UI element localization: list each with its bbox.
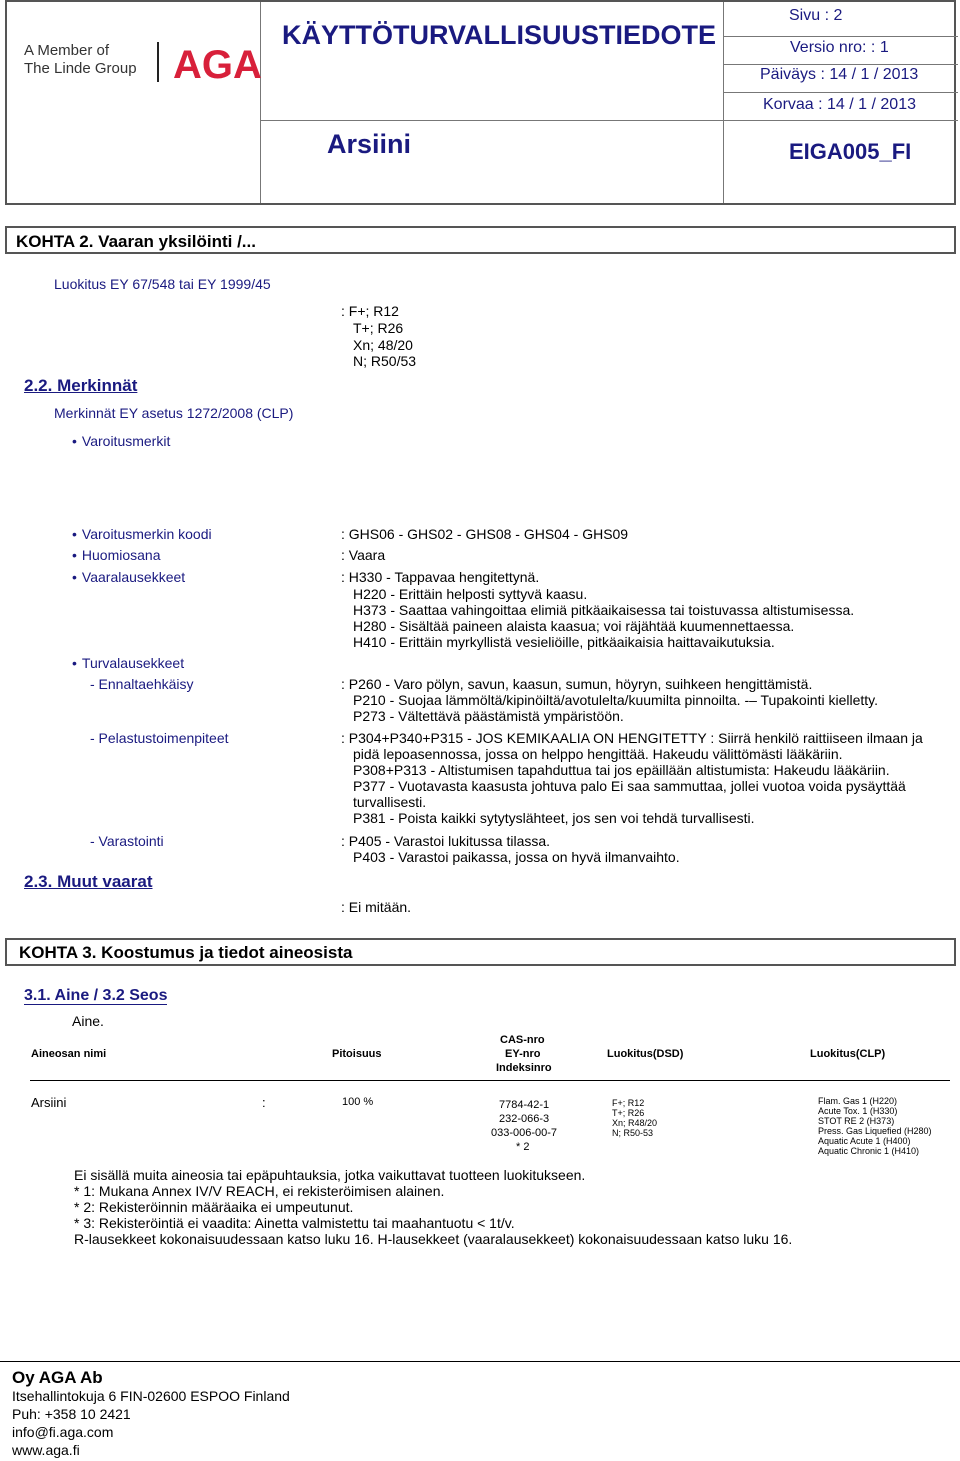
company-address: Itsehallintokuja 6 FIN-02600 ESPOO Finland [12,1388,290,1404]
header-divider [260,120,723,121]
logo-separator [157,42,159,82]
pictogram-code-value: : GHS06 - GHS02 - GHS08 - GHS04 - GHS09 [341,526,629,542]
component-clp: Acute Tox. 1 (H330) [818,1106,898,1116]
component-identifier: 033-006-00-7 [491,1127,558,1139]
col-header-clp: Luokitus(CLP) [810,1048,886,1060]
component-dsd: Xn; R48/20 [612,1118,658,1128]
section-3-bar [5,938,956,966]
composition-note: * 1: Mukana Annex IV/V REACH, ei rekisteröimisen alainen. [74,1183,445,1199]
prevention-statement-text: P260 - Varo pölyn, savun, kaasun, sumun, höyryn, suihkeen hengittämistä. [348,676,813,692]
signal-word-label: • Huomiosana [72,547,161,563]
header-divider [723,92,958,93]
svg-text:AGA: AGA [173,43,262,87]
company-email: info@fi.aga.com [12,1424,114,1440]
hazard-statement: H220 - Erittäin helposti syttyvä kaasu. [353,586,588,602]
component-identifier: 232-066-3 [499,1113,550,1125]
section-3-title: KOHTA 3. Koostumus ja tiedot aineosista [19,943,353,962]
composition-note: R-lausekkeet kokonaisuudessaan katso luku 16. H-lausekkeet (vaaralausekkeet) kokonaisuudessaan katso luku 16. [74,1231,793,1247]
linde-group-logo [24,42,137,78]
issue-date: Päiväys : 14 / 1 / 2013 [760,66,919,83]
classification-value: N; R50/53 [353,353,417,369]
linde-logo-line: The Linde Group [24,60,137,77]
document-header [5,0,956,205]
component-clp: STOT RE 2 (H373) [818,1116,895,1126]
response-statement: P381 - Poista kaikki sytytyslähteet, jos sen voi tehdä turvallisesti. [353,810,755,826]
header-divider [723,64,958,65]
header-divider [723,36,958,37]
pictograms-label: • Varoitusmerkit [72,433,170,449]
col-header-ec: EY-nro [505,1048,541,1060]
header-divider [723,2,724,203]
classification-value: : F+; R12 [341,303,399,319]
substance-heading-text: 3.1. Aine / 3.2 Seos [24,987,168,1004]
other-hazards-value: : Ei mitään. [341,899,412,915]
substance-type: Aine. [72,1013,104,1029]
response-statement: pidä lepoasennossa, jossa on helppo hengittää. Hakeudu välittömästi lääkäriin. [353,746,843,762]
hazard-statement: H280 - Sisältää paineen alaista kaasua; voi räjähtää kuumennettaessa. [353,618,795,634]
header-divider [260,2,261,203]
header-divider [723,120,958,121]
component-identifier: 7784-42-1 [499,1099,550,1111]
composition-note: Ei sisällä muita aineosia tai epäpuhtauksia, jotka vaikuttavat tuotteen luokitukseen. [74,1167,586,1183]
response-statement: P308+P313 - Altistumisen tapahduttua tai jos epäillään altistumista: Hakeudu lääkäriin. [353,762,890,778]
hazard-statement: H410 - Erittäin myrkyllistä vesieliöille, pitkäaikaisia haittavaikutuksia. [353,634,775,650]
component-clp: Aquatic Chronic 1 (H410) [818,1146,920,1156]
response-statement: turvallisesti. [353,794,427,810]
section-2-title: KOHTA 2. Vaaran yksilöinti /... [16,232,256,251]
classification-value: Xn; 48/20 [353,337,413,353]
response-statement-text: P304+P340+P315 - JOS KEMIKAALIA ON HENGITETTY : Siirrä henkilö raittiiseen ilmaan ja [348,730,923,746]
component-dsd: T+; R26 [612,1108,645,1118]
col-header-cas: CAS-nro [500,1034,545,1046]
component-concentration: 100 % [342,1096,374,1108]
composition-note: * 3: Rekisteröintiä ei vaadita: Ainetta valmistettu tai maahantuotu < 1t/v. [74,1215,515,1231]
document-code: EIGA005_FI [789,139,912,164]
component-clp: Aquatic Acute 1 (H400) [818,1136,911,1146]
storage-label: - Varastointi [90,833,164,849]
linde-logo-line: A Member of [24,42,110,59]
col-header-concentration: Pitoisuus [332,1048,382,1060]
response-label: - Pelastustoimenpiteet [90,730,229,746]
component-name: Arsiini [31,1095,67,1110]
document-title: KÄYTTÖTURVALLISUUSTIEDOTE [282,20,717,50]
company-footer [12,1369,290,1459]
company-name: Oy AGA Ab [12,1368,103,1387]
col-header-name: Aineosan nimi [31,1048,107,1060]
storage-statement: P403 - Varastoi paikassa, jossa on hyvä ilmanvaihto. [353,849,680,865]
hazard-statement-text: H330 - Tappavaa hengitettynä. [348,569,540,585]
prevention-statement: P210 - Suojaa lämmöltä/kipinöiltä/avotulelta/kuumilta pinnoilta. -– Tupakointi kielletty. [353,692,879,708]
hazard-statement: H373 - Saattaa vahingoittaa elimiä pitkäaikaisessa tai toistuvassa altistumisessa. [353,602,855,618]
pictogram-code-text: GHS06 - GHS02 - GHS08 - GHS04 - GHS09 [348,526,629,542]
precautionary-statements-label: • Turvalausekkeet [72,655,184,671]
component-colon: : [262,1095,266,1110]
prevention-statement: P273 - Vältettävä päästämistä ympäristöön. [353,708,624,724]
labels-heading: 2.2. Merkinnät [24,376,138,395]
classification-value: T+; R26 [353,320,404,336]
col-header-dsd: Luokitus(DSD) [607,1048,684,1060]
component-dsd: N; R50-53 [612,1128,654,1138]
company-website: www.aga.fi [12,1442,80,1458]
response-statement: : P304+P340+P315 - JOS KEMIKAALIA ON HENGITETTY : Siirrä henkilö raittiiseen ilmaan ja [341,730,923,746]
company-phone: Puh: +358 10 2421 [12,1406,131,1422]
pictogram-code-label: • Varoitusmerkin koodi [72,526,212,542]
signal-word-value: : Vaara [341,547,386,563]
footer-rule [0,1361,960,1362]
component-clp: Flam. Gas 1 (H220) [818,1096,898,1106]
composition-note: * 2: Rekisteröinnin määräaika ei umpeutunut. [74,1199,354,1215]
page-number: Sivu : 2 [789,7,843,24]
component-dsd: F+; R12 [612,1098,645,1108]
component-clp: Press. Gas Liquefied (H280) [818,1126,932,1136]
hazard-statements-label: • Vaaralausekkeet [72,569,185,585]
prevention-label: - Ennaltaehkäisy [90,676,194,692]
signal-word-text: Vaara [348,547,386,563]
classification-heading: Luokitus EY 67/548 tai EY 1999/45 [54,276,271,292]
other-hazards-text: Ei mitään. [348,899,412,915]
other-hazards-heading: 2.3. Muut vaarat [24,872,153,891]
prevention-statement: : P260 - Varo pölyn, savun, kaasun, sumun, höyryn, suihkeen hengittämistä. [341,676,813,692]
replaces-date: Korvaa : 14 / 1 / 2013 [763,96,916,113]
table-header-rule [30,1080,950,1081]
hazard-statement: : H330 - Tappavaa hengitettynä. [341,569,540,585]
labels-subheading: Merkinnät EY asetus 1272/2008 (CLP) [54,405,294,421]
product-name: Arsiini [327,129,412,159]
substance-heading [24,987,167,1005]
version-number: Versio nro: : 1 [790,39,889,56]
section-2-bar [5,226,956,254]
component-identifier: * 2 [516,1141,530,1153]
storage-statement: : P405 - Varastoi lukitussa tilassa. [341,833,551,849]
storage-statement-text: P405 - Varastoi lukitussa tilassa. [348,833,551,849]
response-statement: P377 - Vuotavasta kaasusta johtuva palo Ei saa sammuttaa, jollei vuotoa voida pysäyttää [353,778,906,794]
aga-logo [173,42,262,87]
col-header-index: Indeksinro [496,1062,552,1074]
